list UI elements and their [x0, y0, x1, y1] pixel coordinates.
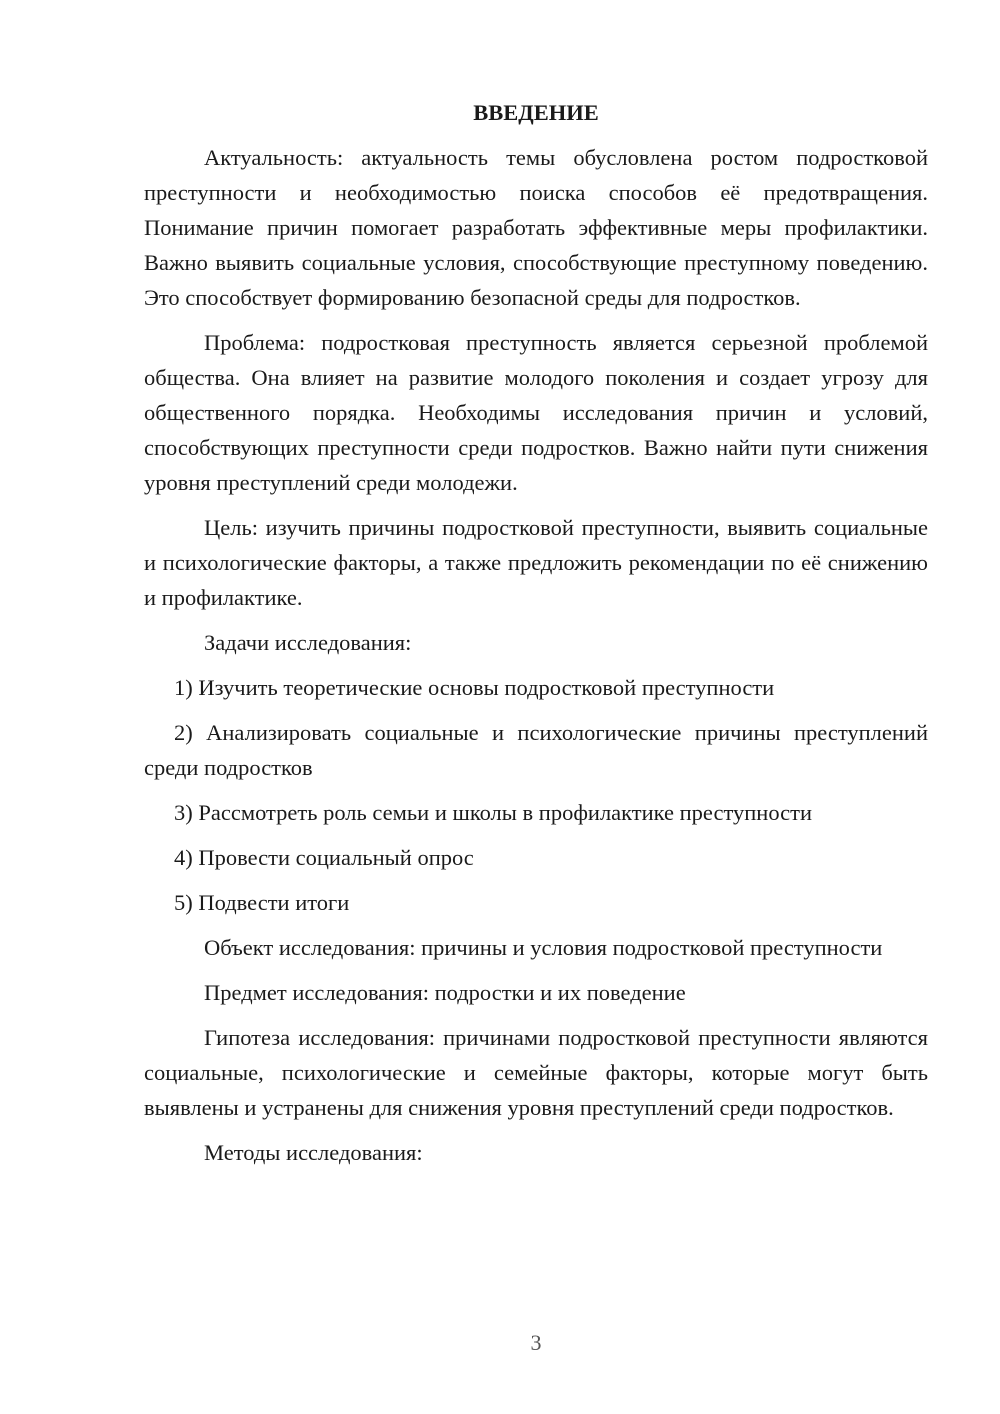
- hypothesis-paragraph: Гипотеза исследования: причинами подростковой преступности являются социальные, психологические и семейные факторы, которые могут быть выявлены и устранены для снижения уровня преступлений среди подростков.: [144, 1025, 928, 1120]
- subject-paragraph: Предмет исследования: подростки и их поведение: [204, 980, 686, 1005]
- task-item: 2) Анализировать социальные и психологические причины преступлений среди подростков: [144, 720, 928, 780]
- task-item: 4) Провести социальный опрос: [174, 845, 474, 870]
- object-paragraph: Объект исследования: причины и условия подростковой преступности: [204, 935, 883, 960]
- task-item: 1) Изучить теоретические основы подростковой преступности: [174, 675, 775, 700]
- problem-paragraph: Проблема: подростковая преступность является серьезной проблемой общества. Она влияет на развитие молодого поколения и создает угрозу для общественного порядка. Необходимы исследования причин и условий, способствующих преступности среди подростков. Важно найти пути снижения уровня преступлений среди молодежи.: [144, 330, 928, 495]
- methods-paragraph: Методы исследования:: [204, 1140, 423, 1165]
- section-heading: ВВЕДЕНИЕ: [473, 100, 599, 125]
- tasks-title: Задачи исследования:: [204, 630, 412, 655]
- page-number: 3: [530, 1330, 542, 1355]
- task-item: 3) Рассмотреть роль семьи и школы в профилактике преступности: [174, 800, 813, 825]
- document-page: [144, 95, 928, 1180]
- goal-paragraph: Цель: изучить причины подростковой преступности, выявить социальные и психологические факторы, а также предложить рекомендации по её снижению и профилактике.: [144, 515, 928, 610]
- task-item: 5) Подвести итоги: [174, 890, 350, 915]
- relevance-paragraph: Актуальность: актуальность темы обусловлена ростом подростковой преступности и необходимостью поиска способов её предотвращения. Понимание причин помогает разработать эффективные меры профилактики. Важно выявить социальные условия, способствующие преступному поведению. Это способствует формированию безопасной среды для подростков.: [144, 145, 928, 310]
